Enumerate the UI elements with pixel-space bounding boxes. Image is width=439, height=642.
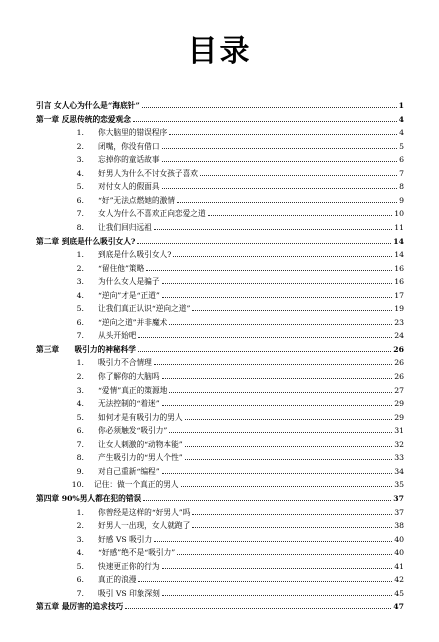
toc-entry-number: 1. bbox=[76, 507, 84, 517]
toc-dot-leader bbox=[154, 229, 392, 230]
toc-entry-number: 4. bbox=[76, 168, 84, 178]
toc-dot-leader bbox=[162, 595, 392, 596]
toc-entry-number: 2. bbox=[76, 141, 84, 151]
toc-dot-leader bbox=[162, 568, 393, 569]
toc-section-entry[interactable] bbox=[62, 409, 404, 422]
toc-entry-number: 7. bbox=[76, 331, 84, 341]
toc-section-entry[interactable] bbox=[62, 151, 404, 164]
toc-entry-label: 第四章 90%男人都在犯的错误 bbox=[36, 493, 142, 503]
toc-section-entry[interactable] bbox=[62, 517, 404, 530]
toc-section-entry[interactable] bbox=[62, 178, 404, 191]
toc-page-number: 1 bbox=[398, 101, 404, 110]
toc-entry-number: 7. bbox=[76, 209, 84, 219]
toc-dot-leader bbox=[162, 473, 393, 474]
toc-dot-leader bbox=[162, 188, 398, 189]
toc-entry-number: 7. bbox=[76, 439, 84, 449]
toc-entry-label: 快速更正你的行为 bbox=[98, 561, 160, 571]
toc-entry-number: 3. bbox=[76, 534, 84, 544]
toc-dot-leader bbox=[162, 161, 398, 162]
toc-dot-leader bbox=[133, 121, 397, 122]
toc-page-number: 38 bbox=[394, 521, 404, 531]
toc-section-entry[interactable] bbox=[62, 314, 404, 327]
toc-page-number: 33 bbox=[394, 453, 404, 463]
toc-page-number: 32 bbox=[394, 439, 404, 449]
toc-entry-number: 10. bbox=[71, 480, 84, 490]
toc-dot-leader bbox=[185, 459, 392, 460]
toc-entry-label: “好”无法点燃她的激情 bbox=[98, 195, 176, 205]
toc-page-number: 8 bbox=[399, 182, 404, 192]
toc-section-entry[interactable] bbox=[62, 354, 404, 367]
toc-chapter-entry[interactable] bbox=[36, 111, 404, 124]
toc-page-number: 4 bbox=[399, 128, 404, 138]
toc-entry-label: “逆向之道”并非魔术 bbox=[98, 317, 168, 327]
toc-dot-leader bbox=[138, 581, 392, 582]
toc-chapter-entry[interactable] bbox=[36, 97, 404, 110]
toc-entry-label: 你必须触发“吸引力” bbox=[98, 426, 168, 436]
toc-entry-label: 第二章 到底是什么吸引女人? bbox=[36, 236, 136, 246]
toc-dot-leader bbox=[143, 500, 391, 501]
toc-dot-leader bbox=[169, 392, 392, 393]
toc-dot-leader bbox=[146, 270, 392, 271]
toc-page-number: 45 bbox=[394, 588, 404, 598]
toc-section-entry[interactable] bbox=[62, 558, 404, 571]
toc-dot-leader bbox=[192, 310, 392, 311]
toc-page-number: 26 bbox=[393, 344, 404, 354]
toc-section-entry[interactable] bbox=[62, 205, 404, 218]
toc-entry-number: 8. bbox=[76, 453, 84, 463]
toc-entry-label: 吸引 VS 印象深刻 bbox=[98, 588, 160, 598]
toc-dot-leader bbox=[137, 243, 391, 244]
toc-dot-leader bbox=[192, 514, 392, 515]
toc-dot-leader bbox=[142, 107, 397, 108]
toc-section-entry[interactable] bbox=[62, 436, 404, 449]
toc-page-number: 37 bbox=[393, 493, 404, 503]
toc-entry-number: 3. bbox=[76, 385, 84, 395]
toc-page-number: 29 bbox=[394, 399, 404, 409]
toc-section-entry[interactable] bbox=[62, 544, 404, 557]
toc-dot-leader bbox=[185, 446, 392, 447]
toc-section-entry[interactable] bbox=[62, 124, 404, 137]
toc-entry-label: “好感”绝不是“吸引力” bbox=[98, 548, 176, 558]
toc-dot-leader bbox=[125, 608, 391, 609]
toc-entry-label: 第三章 吸引力的神秘科学 bbox=[36, 344, 136, 354]
toc-entry-number: 9. bbox=[76, 466, 84, 476]
toc-page-number: 42 bbox=[394, 575, 404, 585]
toc-entry-label: 引言 女人心为什么是“海底针” bbox=[36, 101, 140, 110]
toc-dot-leader bbox=[177, 202, 397, 203]
toc-entry-label: 从头开始吧 bbox=[98, 331, 137, 341]
toc-dot-leader bbox=[162, 148, 398, 149]
toc-section-entry[interactable] bbox=[62, 463, 404, 476]
toc-entry-label: 第五章 最厉害的追求技巧 bbox=[36, 602, 124, 612]
toc-section-entry[interactable] bbox=[62, 300, 404, 313]
toc-dot-leader bbox=[177, 554, 392, 555]
toc-entry-label: 好感 VS 吸引力 bbox=[98, 534, 153, 544]
toc-page-number: 27 bbox=[394, 385, 404, 395]
toc-dot-leader bbox=[169, 324, 392, 325]
toc-page-number: 35 bbox=[394, 480, 404, 490]
toc-entry-label: 你大脑里的错误程序 bbox=[98, 128, 168, 138]
toc-section-entry[interactable] bbox=[62, 287, 404, 300]
toc-entry-number: 7. bbox=[76, 588, 84, 598]
toc-section-entry[interactable] bbox=[62, 382, 404, 395]
toc-dot-leader bbox=[162, 405, 393, 406]
toc-page-number: 29 bbox=[394, 412, 404, 422]
toc-page-number: 31 bbox=[394, 426, 404, 436]
toc-section-entry[interactable] bbox=[62, 449, 404, 462]
toc-entry-number: 2. bbox=[76, 372, 84, 381]
toc-entry-number: 4. bbox=[76, 548, 84, 558]
toc-section-entry[interactable] bbox=[62, 138, 404, 151]
page-title: 目录 bbox=[187, 34, 252, 69]
toc-section-entry[interactable] bbox=[62, 260, 404, 273]
toc-entry-label: 如何才是有吸引力的男人 bbox=[98, 412, 183, 422]
toc-page-number: 40 bbox=[394, 534, 404, 544]
toc-page-number: 14 bbox=[394, 250, 404, 260]
toc-dot-leader bbox=[138, 351, 391, 352]
toc-page-number: 9 bbox=[399, 195, 404, 205]
toc-chapter-entry[interactable] bbox=[36, 598, 404, 611]
toc-entry-label: 产生吸引力的“男人个性” bbox=[98, 453, 183, 463]
toc-entry-number: 1. bbox=[76, 358, 84, 368]
toc-entry-label: 闭嘴，你没有借口 bbox=[98, 141, 160, 151]
toc-page-number: 24 bbox=[394, 331, 404, 341]
toc-entry-number: 2. bbox=[76, 521, 84, 531]
toc-entry-number: 5. bbox=[76, 182, 84, 192]
toc-section-entry[interactable] bbox=[62, 571, 404, 584]
toc-entry-label: 记住：做一个真正的男人 bbox=[94, 480, 179, 490]
toc-entry-label: 第一章 反思传统的恋爱观念 bbox=[36, 114, 131, 124]
toc-entry-label: 忘掉你的童话故事 bbox=[98, 155, 160, 165]
toc-page-number: 26 bbox=[394, 372, 404, 381]
toc-entry-label: 让女人刺激的“动物本能” bbox=[98, 439, 183, 449]
toc-dot-leader bbox=[138, 337, 392, 338]
toc-page-number: 17 bbox=[394, 290, 404, 300]
toc-entry-label: “爱情”真正的策源地 bbox=[98, 385, 168, 395]
toc-entry-number: 5. bbox=[76, 561, 84, 571]
toc-dot-leader bbox=[185, 419, 393, 420]
toc-section-entry[interactable] bbox=[62, 395, 404, 408]
toc-page-number: 4 bbox=[398, 114, 404, 124]
toc-dot-leader bbox=[162, 378, 393, 379]
toc-section-entry[interactable] bbox=[62, 273, 404, 286]
toc-entry-label: “留住他”策略 bbox=[98, 263, 145, 273]
toc-entry-label: 好男人为什么不讨女孩子喜欢 bbox=[98, 168, 198, 178]
toc-dot-leader bbox=[154, 364, 392, 365]
toc-page-number: 34 bbox=[394, 466, 404, 476]
toc-page-number: 7 bbox=[399, 168, 404, 178]
toc-page-number: 16 bbox=[394, 277, 404, 287]
toc-entry-label: 真正的浪漫 bbox=[98, 575, 137, 585]
toc-entry-label: 无法控制的“着迷” bbox=[98, 399, 160, 409]
toc-entry-label: 为什么女人是骗子 bbox=[98, 277, 160, 287]
toc-section-entry[interactable] bbox=[62, 246, 404, 259]
toc-section-entry[interactable] bbox=[62, 192, 404, 205]
toc-entry-label: 对付女人的假面具 bbox=[98, 182, 160, 192]
toc-entry-label: 让我们真正认识“逆向之道” bbox=[98, 304, 191, 314]
toc-entry-label: 吸引力不合情理 bbox=[98, 358, 152, 368]
toc-entry-number: 6. bbox=[76, 575, 84, 585]
toc-page-number: 47 bbox=[393, 602, 404, 612]
toc-entry-label: 你了解你的大脑吗 bbox=[98, 372, 160, 381]
toc-entry-label: 对自己重新“编程” bbox=[98, 466, 160, 476]
toc-entry-number: 1. bbox=[76, 128, 84, 138]
toc-page-number: 37 bbox=[394, 507, 404, 517]
toc-page-number: 40 bbox=[394, 548, 404, 558]
toc-section-entry[interactable] bbox=[62, 219, 404, 232]
toc-entry-number: 8. bbox=[76, 222, 84, 232]
toc-entry-label: 你曾经是这样的“好男人”吗 bbox=[98, 507, 191, 517]
toc-section-entry[interactable] bbox=[62, 504, 404, 517]
toc-section-entry[interactable] bbox=[62, 165, 404, 178]
toc-page-number: 5 bbox=[399, 141, 404, 151]
toc-section-entry[interactable] bbox=[62, 585, 404, 598]
toc-entry-label: “逆向”才是“正道” bbox=[98, 290, 160, 300]
toc-page-number: 19 bbox=[394, 304, 404, 314]
toc-chapter-entry[interactable] bbox=[36, 233, 404, 246]
toc-dot-leader bbox=[169, 134, 397, 135]
toc-entry-number: 3. bbox=[76, 277, 84, 287]
toc-page-number: 6 bbox=[399, 155, 404, 165]
toc-page-number: 23 bbox=[394, 317, 404, 327]
toc-dot-leader bbox=[162, 297, 392, 298]
toc-entry-number: 2. bbox=[76, 263, 84, 273]
toc-entry-label: 女人为什么不喜欢正向恋爱之道 bbox=[98, 209, 206, 219]
toc-entry-number: 3. bbox=[76, 155, 84, 165]
toc-section-entry[interactable] bbox=[62, 476, 404, 489]
toc-section-entry[interactable] bbox=[62, 422, 404, 435]
toc-section-entry[interactable] bbox=[62, 327, 404, 340]
toc-dot-leader bbox=[192, 527, 392, 528]
toc-dot-leader bbox=[169, 432, 392, 433]
toc-dot-leader bbox=[181, 486, 393, 487]
toc-entry-number: 5. bbox=[76, 304, 84, 314]
toc-page-number: 16 bbox=[394, 263, 404, 273]
toc-entry-label: 让我们回归远祖 bbox=[98, 222, 152, 232]
toc-entry-label: 好男人一出现，女人就跑了 bbox=[98, 521, 191, 531]
toc-section-entry[interactable] bbox=[62, 368, 404, 381]
toc-entry-number: 4. bbox=[76, 399, 84, 409]
toc-dot-leader bbox=[162, 283, 393, 284]
toc-entry-number: 6. bbox=[76, 317, 84, 327]
toc-entry-number: 6. bbox=[76, 426, 84, 436]
toc-page-number: 26 bbox=[394, 358, 404, 368]
toc-entry-number: 5. bbox=[76, 412, 84, 422]
toc-dot-leader bbox=[200, 175, 397, 176]
toc-entry-number: 4. bbox=[76, 290, 84, 300]
toc-dot-leader bbox=[208, 215, 393, 216]
toc-dot-leader bbox=[154, 541, 392, 542]
toc-dot-leader bbox=[173, 256, 392, 257]
toc-entry-number: 6. bbox=[76, 195, 84, 205]
toc-page-number: 14 bbox=[393, 236, 404, 246]
toc-entry-label: 到底是什么吸引女人? bbox=[98, 250, 172, 260]
toc-page-number: 11 bbox=[394, 222, 404, 232]
toc-chapter-entry[interactable] bbox=[36, 341, 404, 354]
toc-chapter-entry[interactable] bbox=[36, 490, 404, 503]
toc-page-number: 41 bbox=[394, 561, 404, 571]
toc-page-number: 10 bbox=[394, 209, 404, 219]
toc-section-entry[interactable] bbox=[62, 531, 404, 544]
toc-entry-number: 1. bbox=[76, 250, 84, 260]
